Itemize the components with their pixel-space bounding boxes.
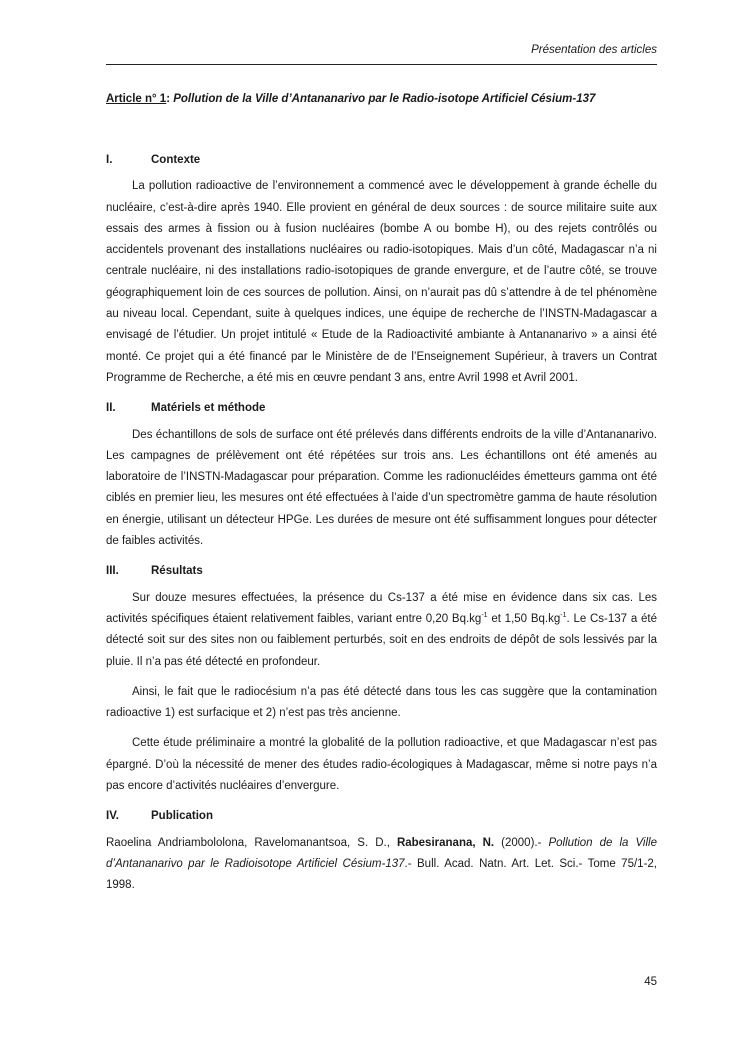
paragraph-contexte: La pollution radioactive de l’environnement a commencé avec le développement à grande échelle du nucléaire, c’est-à-dire après 1940. Elle provient en général de deux sources : de source militaire suite aux essais des armes à fission ou à fusion nucléaires (bombe A ou bombe H), ou des rejets contrôlés ou accidentels provenant des installations nucléaires ou radio-isotopiques. Mais d’un côté, Madagascar n’a ni centrale nucléaire, ni des installations radio-isotopiques de grande envergure, et de l’autre côté, se trouve géographiquement loin de ces sources de pollution. Ainsi, on n’aurait pas dû s’attendre à de tel phénomène au niveau local. Cependant, suite à quelques indices, une équipe de recherche de l’INSTN-Madagascar a envisagé de l’étudier. Un projet intitulé « Etude de la Radioactivité ambiante à Antananarivo » a ainsi été monté. Ce projet qui a été financé par le Ministère de de l’Enseignement Supérieur, à travers un Contrat Programme de Recherche, a été mis en œuvre pendant 3 ans, entre Avril 1998 et Avril 2001. xyxy=(106,180,657,384)
article-title-separator: : xyxy=(166,93,174,105)
paragraph-materiels: Des échantillons de sols de surface ont été prélevés dans différents endroits de la ville d’Antananarivo. Les campagnes de prélèvement ont été répétées sur trois ans. Les échantillons ont été amenés au laboratoire de l’INSTN-Madagascar pour préparation. Comme les radionucléides émetteurs gamma ont été ciblés en premier lieu, les mesures ont été effectuées à l’aide d’un spectromètre gamma de haute résolution en énergie, utilisant un détecteur HPGe. Les durées de mesure ont été suffisamment longues pour détecter de faibles activités. xyxy=(106,428,657,548)
article-title-text: Pollution de la Ville d’Antananarivo par le Radio-isotope Artificiel Césium-137 xyxy=(173,93,596,105)
section-heading-materiels xyxy=(106,398,657,419)
publication-citation xyxy=(106,833,657,897)
header-rule xyxy=(106,64,657,65)
text-run: Sur douze mesures effectuées, la présence du Cs-137 a été mise en évidence dans six cas. Les activités spécifiques étaient relativement faibles, variant entre 0,20 Bq.kg xyxy=(106,591,657,625)
section-heading-publication xyxy=(106,806,657,827)
superscript: -1 xyxy=(560,611,567,619)
citation-author-highlight: Rabesiranana, N. xyxy=(396,836,495,849)
citation-authors: Raoelina Andriambololona, Ravelomanantsoa, S. D., xyxy=(106,836,397,849)
section-number: II. xyxy=(106,402,116,415)
paragraph-resultats-1 xyxy=(106,588,657,673)
text-run: et 1,50 Bq.kg xyxy=(487,612,561,625)
paragraph-resultats-3: Cette étude préliminaire a montré la globalité de la pollution radioactive, et que Madagascar n’est pas épargné. D’où la nécessité de mener des études radio-écologiques à Madagascar, même si notre pays n’a pas encore d’activités nucléaires d’envergure. xyxy=(106,737,657,793)
article-title xyxy=(106,93,666,105)
section-title: Publication xyxy=(151,810,213,823)
citation-journal: .- Bull. Acad. Natn. Art. Let. Sci.- Tome 75/1-2, 1998. xyxy=(106,857,657,892)
citation-year: (2000).- xyxy=(494,836,549,849)
section-heading-resultats xyxy=(106,561,657,582)
article-label: Article n° 1 xyxy=(106,93,167,105)
section-title: Résultats xyxy=(151,565,203,578)
text-run: . Le Cs-137 a été détecté soit sur des sites non ou faiblement perturbés, soit en des endroits de dépôt de sols lessivés par la pluie. Il n’a pas été détecté en profondeur. xyxy=(106,612,657,668)
article-body xyxy=(106,150,657,906)
superscript: -1 xyxy=(481,611,488,619)
section-heading-contexte xyxy=(106,150,657,171)
section-number: III. xyxy=(106,565,119,578)
page-number: 45 xyxy=(644,976,657,988)
paragraph-resultats-2: Ainsi, le fait que le radiocésium n’a pas été détecté dans tous les cas suggère que la contamination radioactive 1) est surfacique et 2) n’est pas très ancienne. xyxy=(106,685,657,720)
running-head: Présentation des articles xyxy=(531,44,657,56)
citation-title: Pollution de la Ville d’Antananarivo par le Radioisotope Artificiel Césium-137 xyxy=(106,836,657,870)
section-number: IV. xyxy=(106,810,120,823)
section-title: Contexte xyxy=(151,154,201,166)
section-title: Matériels et méthode xyxy=(151,402,266,415)
section-number: I. xyxy=(106,154,113,166)
